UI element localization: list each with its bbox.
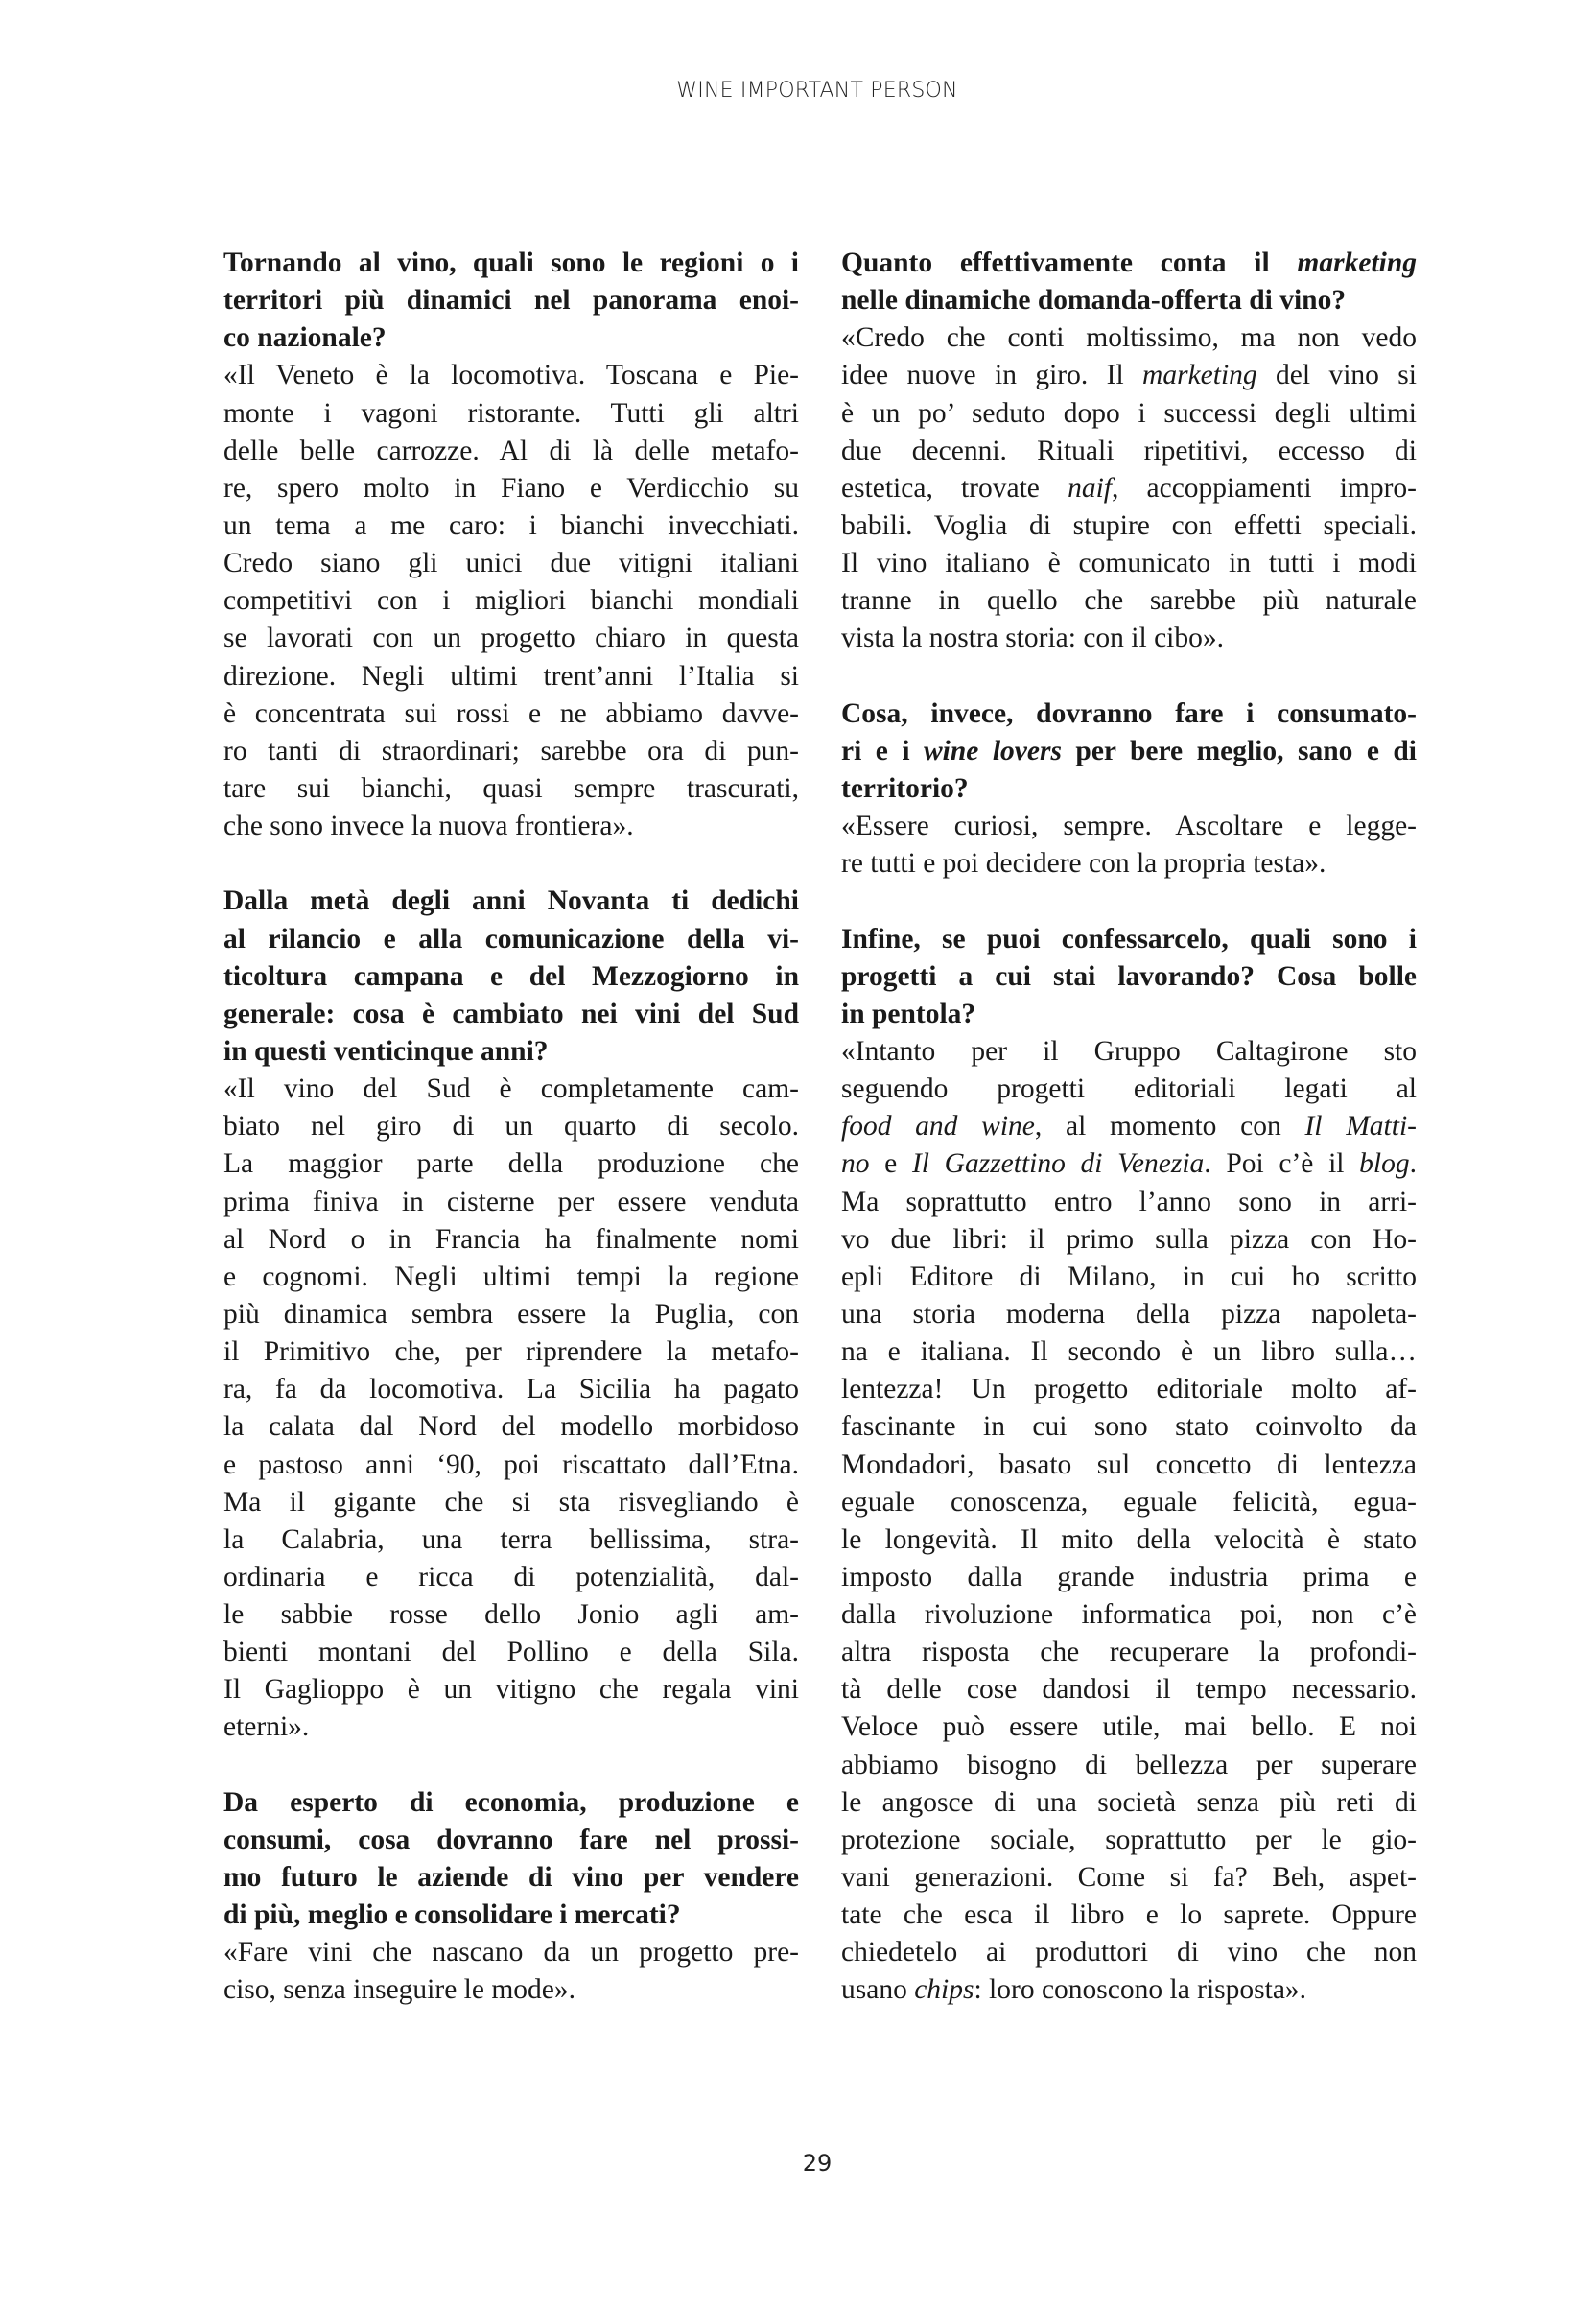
- text: Da esperto di economia, produzione e: [223, 1786, 799, 1818]
- answer-line: [841, 845, 1417, 883]
- question-line: [841, 770, 1417, 808]
- text: Ma soprattutto entro l’anno sono in arri-: [841, 1186, 1417, 1217]
- text: babili. Voglia di stupire con effetti speciali.: [841, 509, 1417, 541]
- interview-question: [223, 245, 799, 357]
- text: tare sui bianchi, quasi sempre trascurati,: [223, 772, 799, 804]
- text: dalla rivoluzione informatica poi, non c’è: [841, 1599, 1417, 1631]
- italic-text: wine lovers: [924, 735, 1062, 766]
- interview-qa-block: [223, 1784, 799, 2010]
- answer-line: [223, 1671, 799, 1709]
- question-line: [223, 1859, 799, 1897]
- interview-qa-block: [841, 695, 1417, 884]
- answer-line: [223, 1371, 799, 1408]
- text: mo futuro le aziende di vino per vendere: [223, 1862, 799, 1894]
- text: di più, meglio e consolidare i mercati?: [223, 1899, 681, 1931]
- answer-line: [841, 1671, 1417, 1709]
- answer-line: [841, 1108, 1417, 1145]
- italic-text: marketing: [1142, 360, 1257, 391]
- answer-line: [841, 1559, 1417, 1596]
- answer-line: [223, 1071, 799, 1108]
- text: .: [1409, 1148, 1417, 1180]
- text: prima finiva in cisterne per essere venduta: [223, 1186, 799, 1217]
- text: ticoltura campana e del Mezzogiorno in: [223, 960, 799, 992]
- answer-line: [841, 319, 1417, 357]
- italic-text: Il Gazzettino di Venezia: [911, 1148, 1205, 1180]
- italic-text: no: [841, 1148, 870, 1180]
- text: ciso, senza inseguire le mode».: [223, 1974, 575, 2006]
- answer-line: [841, 357, 1417, 394]
- question-line: [223, 921, 799, 958]
- text: co nazionale?: [223, 322, 387, 354]
- answer-line: [223, 1971, 799, 2009]
- answer-line: [841, 1259, 1417, 1296]
- text: vista la nostra storia: con il cibo».: [841, 623, 1224, 654]
- answer-line: [841, 582, 1417, 620]
- answer-line: [841, 1971, 1417, 2009]
- interview-answer: [223, 1934, 799, 2009]
- text: è concentrata sui rossi e ne abbiamo davve-: [223, 697, 799, 729]
- text: Il Gaglioppo è un vitigno che regala vini: [223, 1674, 799, 1706]
- text: «Intanto per il Gruppo Caltagirone sto: [841, 1035, 1417, 1067]
- text: monte i vagoni ristorante. Tutti gli altri: [223, 397, 799, 429]
- question-line: [223, 282, 799, 319]
- text: Infine, se puoi confessarcelo, quali sono i: [841, 923, 1417, 955]
- answer-line: [223, 357, 799, 394]
- answer-line: [841, 1934, 1417, 1971]
- answer-line: [223, 770, 799, 808]
- text: competitivi con i migliori bianchi mondiali: [223, 585, 799, 617]
- answer-line: [841, 1747, 1417, 1784]
- italic-text: blog: [1359, 1148, 1410, 1180]
- interview-qa-block: [841, 245, 1417, 658]
- answer-line: [841, 1371, 1417, 1408]
- answer-line: [223, 658, 799, 695]
- answer-line: [223, 1934, 799, 1971]
- text: eguale conoscenza, eguale felicità, egua-: [841, 1486, 1417, 1518]
- question-line: [223, 1822, 799, 1859]
- text: ro tanti di straordinari; sarebbe ora di pun-: [223, 735, 799, 766]
- answer-line: [223, 1108, 799, 1145]
- text: tà delle cose dandosi il tempo necessario.: [841, 1674, 1417, 1706]
- text: Veloce può essere utile, mai bello. E noi: [841, 1711, 1417, 1743]
- answer-line: [841, 470, 1417, 507]
- answer-line: [841, 1784, 1417, 1822]
- answer-line: [223, 733, 799, 770]
- question-line: [223, 958, 799, 996]
- text: Cosa, invece, dovranno fare i consumato-: [841, 697, 1417, 729]
- text: è un po’ seduto dopo i successi degli ultimi: [841, 397, 1417, 429]
- italic-text: marketing: [1297, 248, 1417, 278]
- question-line: [223, 1033, 799, 1071]
- answer-line: [223, 1634, 799, 1671]
- question-line: [223, 245, 799, 282]
- text: fascinante in cui sono stato coinvolto da: [841, 1411, 1417, 1443]
- question-line: [841, 695, 1417, 733]
- text: , al momento con: [1034, 1111, 1305, 1143]
- text: estetica, trovate: [841, 472, 1068, 504]
- question-line: [841, 958, 1417, 996]
- text: in questi venticinque anni?: [223, 1035, 549, 1067]
- answer-line: [841, 1333, 1417, 1371]
- text: la calata dal Nord del modello morbidoso: [223, 1411, 799, 1443]
- italic-text: food and wine: [841, 1111, 1035, 1143]
- right-column: [841, 245, 1417, 2010]
- text: bienti montani del Pollino e della Sila.: [223, 1637, 799, 1668]
- text: territori più dinamici nel panorama enoi-: [223, 285, 799, 317]
- italic-text: Il Matti-: [1304, 1111, 1417, 1143]
- answer-line: [841, 1145, 1417, 1183]
- text: eterni».: [223, 1711, 310, 1743]
- interview-question: [841, 245, 1417, 319]
- text: una storia moderna della pizza napoleta-: [841, 1298, 1417, 1330]
- interview-qa-block: [223, 883, 799, 1746]
- text: : loro conoscono la risposta».: [974, 1974, 1307, 2006]
- interview-qa-block: [223, 245, 799, 845]
- text: seguendo progetti editoriali legati al: [841, 1073, 1417, 1105]
- text: e pastoso anni ‘90, poi riscattato dall’Etna.: [223, 1449, 799, 1480]
- answer-line: [841, 1897, 1417, 1934]
- text: e cognomi. Negli ultimi tempi la regione: [223, 1261, 799, 1292]
- answer-line: [841, 1596, 1417, 1634]
- interview-question: [841, 695, 1417, 808]
- interview-answer: [841, 319, 1417, 657]
- text: la Calabria, una terra bellissima, stra-: [223, 1523, 799, 1555]
- answer-line: [223, 808, 799, 845]
- text: Il vino italiano è comunicato in tutti i modi: [841, 548, 1417, 579]
- text: consumi, cosa dovranno fare nel prossi-: [223, 1824, 799, 1855]
- text: «Credo che conti moltissimo, ma non vedo: [841, 322, 1417, 354]
- answer-line: [841, 1184, 1417, 1221]
- question-line: [223, 1897, 799, 1934]
- italic-text: chips: [914, 1974, 974, 2006]
- answer-line: [841, 1447, 1417, 1484]
- interview-answer: [841, 1033, 1417, 2010]
- text: il Primitivo che, per riprendere la metafo-: [223, 1336, 799, 1368]
- text: delle belle carrozze. Al di là delle metafo-: [223, 435, 799, 466]
- text: La maggior parte della produzione che: [223, 1148, 799, 1180]
- answer-line: [841, 545, 1417, 582]
- answer-line: [223, 1408, 799, 1446]
- text: un tema a me caro: i bianchi invecchiati.: [223, 509, 799, 541]
- answer-line: [223, 1559, 799, 1596]
- left-column: [223, 245, 799, 2010]
- text: se lavorati con un progetto chiaro in questa: [223, 623, 799, 654]
- text: protezione sociale, soprattutto per le gio-: [841, 1824, 1417, 1855]
- page-number: 29: [802, 2150, 833, 2177]
- text: e: [869, 1148, 912, 1180]
- text: le longevità. Il mito della velocità è stato: [841, 1523, 1417, 1555]
- answer-line: [841, 507, 1417, 545]
- answer-line: [841, 395, 1417, 433]
- interview-answer: [223, 1071, 799, 1747]
- question-line: [223, 1784, 799, 1822]
- text: ra, fa da locomotiva. La Sicilia ha pagato: [223, 1374, 799, 1405]
- question-line: [223, 883, 799, 920]
- answer-line: [223, 1221, 799, 1259]
- interview-qa-block: [841, 921, 1417, 2010]
- answer-line: [841, 433, 1417, 470]
- text: nelle dinamiche domanda-offerta di vino?: [841, 285, 1347, 317]
- text: due decenni. Rituali ripetitivi, eccesso di: [841, 435, 1417, 466]
- question-line: [841, 245, 1417, 282]
- text: le angosce di una società senza più reti di: [841, 1786, 1417, 1818]
- answer-line: [841, 1296, 1417, 1333]
- text: vo due libri: il primo sulla pizza con Ho-: [841, 1223, 1417, 1255]
- text: ordinaria e ricca di potenzialità, dal-: [223, 1561, 799, 1592]
- text: Ma il gigante che si sta risvegliando è: [223, 1486, 799, 1518]
- interview-question: [841, 921, 1417, 1033]
- question-line: [841, 733, 1417, 770]
- answer-line: [841, 1071, 1417, 1108]
- text: Quanto effettivamente conta il: [841, 248, 1298, 278]
- question-line: [223, 996, 799, 1033]
- answer-line: [841, 1408, 1417, 1446]
- answer-line: [223, 545, 799, 582]
- answer-line: [223, 620, 799, 657]
- running-header: WINE IMPORTANT PERSON: [676, 79, 958, 103]
- answer-line: [223, 1596, 799, 1634]
- answer-line: [223, 1709, 799, 1746]
- text: Tornando al vino, quali sono le regioni o i: [223, 248, 799, 278]
- text: re, spero molto in Fiano e Verdicchio su: [223, 472, 799, 504]
- text: «Il vino del Sud è completamente cam-: [223, 1073, 799, 1105]
- answer-line: [223, 1521, 799, 1559]
- question-line: [223, 319, 799, 357]
- italic-text: naif: [1068, 472, 1112, 504]
- text: direzione. Negli ultimi trent’anni l’Italia si: [223, 660, 799, 692]
- question-line: [841, 996, 1417, 1033]
- text: più dinamica sembra essere la Puglia, con: [223, 1298, 799, 1330]
- text: abbiamo bisogno di bellezza per superare: [841, 1749, 1417, 1780]
- text: , accoppiamenti impro-: [1111, 472, 1417, 504]
- answer-line: [223, 1333, 799, 1371]
- answer-line: [223, 1259, 799, 1296]
- text: usano: [841, 1974, 915, 2006]
- text: territorio?: [841, 772, 969, 804]
- text: per bere meglio, sano e di: [1061, 735, 1417, 766]
- text: na e italiana. Il secondo è un libro sulla…: [841, 1336, 1417, 1368]
- text: del vino si: [1256, 360, 1417, 391]
- text: . Poi c’è il: [1204, 1148, 1360, 1180]
- question-line: [841, 921, 1417, 958]
- text: tate che esca il libro e lo saprete. Oppure: [841, 1899, 1417, 1931]
- text: ri e i: [841, 735, 924, 766]
- text: progetti a cui stai lavorando? Cosa bolle: [841, 960, 1417, 992]
- answer-line: [841, 808, 1417, 845]
- answer-line: [841, 1822, 1417, 1859]
- text: «Essere curiosi, sempre. Ascoltare e legge-: [841, 811, 1417, 842]
- answer-line: [841, 1709, 1417, 1746]
- text: tranne in quello che sarebbe più naturale: [841, 585, 1417, 617]
- text: imposto dalla grande industria prima e: [841, 1561, 1417, 1592]
- answer-line: [223, 433, 799, 470]
- text: le sabbie rosse dello Jonio agli am-: [223, 1599, 799, 1631]
- answer-line: [223, 582, 799, 620]
- text: al Nord o in Francia ha finalmente nomi: [223, 1223, 799, 1255]
- answer-line: [223, 1184, 799, 1221]
- answer-line: [223, 1145, 799, 1183]
- answer-line: [841, 1634, 1417, 1671]
- text: epli Editore di Milano, in cui ho scritto: [841, 1261, 1417, 1292]
- text: re tutti e poi decidere con la propria testa».: [841, 848, 1326, 880]
- answer-line: [223, 470, 799, 507]
- text: idee nuove in giro. Il: [841, 360, 1143, 391]
- answer-line: [841, 1484, 1417, 1521]
- text: lentezza! Un progetto editoriale molto af-: [841, 1374, 1417, 1405]
- answer-line: [841, 1221, 1417, 1259]
- text: Credo siano gli unici due vitigni italiani: [223, 548, 799, 579]
- interview-question: [223, 883, 799, 1071]
- text: al rilancio e alla comunicazione della vi-: [223, 923, 799, 955]
- interview-answer: [841, 808, 1417, 883]
- text: biato nel giro di un quarto di secolo.: [223, 1111, 799, 1143]
- text: «Fare vini che nascano da un progetto pre-: [223, 1937, 799, 1968]
- text: altra risposta che recuperare la profondi-: [841, 1637, 1417, 1668]
- answer-line: [223, 695, 799, 733]
- text: chiedetelo ai produttori di vino che non: [841, 1937, 1417, 1968]
- text: Mondadori, basato sul concetto di lentezza: [841, 1449, 1417, 1480]
- text: «Il Veneto è la locomotiva. Toscana e Pie-: [223, 360, 799, 391]
- answer-line: [223, 507, 799, 545]
- interview-answer: [223, 357, 799, 845]
- answer-line: [223, 1484, 799, 1521]
- text: Dalla metà degli anni Novanta ti dedichi: [223, 885, 799, 917]
- answer-line: [223, 1296, 799, 1333]
- answer-line: [841, 1033, 1417, 1071]
- answer-line: [223, 1447, 799, 1484]
- answer-line: [223, 395, 799, 433]
- answer-line: [841, 620, 1417, 657]
- question-line: [841, 282, 1417, 319]
- answer-line: [841, 1859, 1417, 1897]
- text: vani generazioni. Come si fa? Beh, aspet-: [841, 1862, 1417, 1894]
- interview-question: [223, 1784, 799, 1935]
- answer-line: [841, 1521, 1417, 1559]
- text: che sono invece la nuova frontiera».: [223, 811, 634, 842]
- text: in pentola?: [841, 998, 976, 1029]
- text: generale: cosa è cambiato nei vini del Sud: [223, 998, 799, 1029]
